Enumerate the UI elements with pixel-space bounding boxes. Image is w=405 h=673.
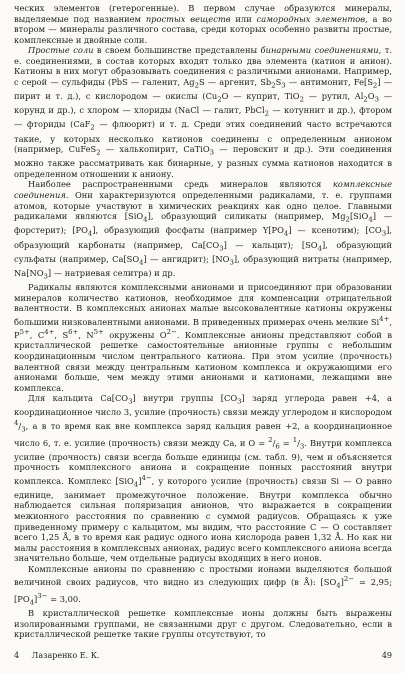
paragraph: ческих элементов (гетерогенные). В первом случае образуются минералы, выделяемые под названием простых веществ или самородных элементов, а во втором — минералы различного состава, среди которых особенно развиты простые, комплексные и двойные соли.: [14, 3, 392, 45]
paragraph: Для кальцита $Ca[CO_3]$ внутри группы $[CO_3]$ заряд углерода равен +4, а координационное число 3, усилие (прочность) связи между углеродом и кислородом $^4/_3$, а в то время как вне комплекса заряд кальция равен +2, а координационное число 6, т. е. усилие (прочность) связи между Ca, и $O = ^2/_6 = ^1/_3$. Внутри комплекса усилие (прочность) связи всегда больше единицы (см. табл. 9), чем и объясняется прочность комплексного аниона и сокращение понных расстояний внутри комплекса. Комплекс $[SiO_4]^{4-}$, у которого усилие (прочность) связи Si — O равно единице, занимает промежуточное положение. Внутри комплекса обычно наблюдается сильная поляризация анионов, что выражается в сокращении межионного расстояния по сравнению с суммой радиусов. Обращаясь к уже приведенному примеру с кальцитом, мы видим, что расстояние C — O составляет всего 1,25 Å, в то время как радиус одного иона кислорода равен 1,32 Å. Но как ни малы расстояния в комплексных анионах, радиус всего комплексного аниона всегда значительно больше, чем отдельные радиусы входящих в него ионов.: [14, 393, 392, 564]
paragraph: Радикалы являются комплексными анионами и присоединяют при образовании минералов количество катионов, необходимое для компенсации отрицательной валентности. В комплексных анионах малые высоковалентные катионы окружены большими низковалентными анионами. В приведенных примерах очень мелкие $Si^{4+}$, $P^{5+}$, $C^{4+}$, $S^{6+}$, $N^{5+}$ окружены $O^{2-}$. Комплексные анионы представляют собой в кристаллической решетке самостоятельные анионные группы с небольшим координационным числом центрального катиона. При этом усилие (прочность) валентной связи между центральным катионом комплекса и окружающими его анионами больше, чем между этими анионами и катионами, лежащими вне комплекса.: [14, 282, 392, 393]
body-text: [14, 3, 392, 640]
page-footer: [14, 651, 392, 660]
signature-mark: 4: [14, 651, 20, 660]
paragraph: Простые соли в своем большинстве представлены бинарными соединениями, т. е. соединениями, в состав которых входят только два элемента (катион и анион). Катионы в них могут образовывать соединения с различными анионами. Например, с серой — сульфиды (PbS — галенит, $Ag_2S$ — аргенит, $Sb_2S_3$ — антимонит, $Fe[S_2]$ — пирит и т. д.), с кислородом — окислы ($Cu_2O$ — куприт, TiO$_2$ — рутил, $Al_2O_3$ — корунд и др.), с хлором — хлориды (NaCl — галит, PbCl$_2$ — котуннит и др.), фтором — фториды (CaF$_2$ — флюорит) и т. д. Среди этих соединений часто встречаются такие, у которых несколько катионов соединены с определенным анионом (например, CuFeS$_2$ — халькопирит, CaTiO$_3$ — перовскит и др.). Эти соединения можно также рассматривать как бинарные, у разных сумма катионов находится в определенном отношении к аниону.: [14, 45, 393, 179]
paragraph: Комплексные анионы по сравнению с простыми ионами выделяются большой величиной своих радиусов, что видно из следующих цифр (в Å): $[SO_4]^{2-} = 2,95$; $[PO_4]^{3-} = 3,00$.: [14, 563, 392, 607]
paragraph: Наиболее распространенными средь минералов являются комплексные соединения. Они характеризуются определенными радикалами, т. е. группами атомов, которые участвуют в химических реакциях как одно целое. Главными радикалами являются [SiO$_4$], образующий силикаты (например, $Mg_2[SiO_4]$ — форстерит); $[PO_4]$, образующий фосфаты (например $Y[PO_4]$ — ксенотим); $[CO_3]$, образующий карбонаты (например, $Ca[CO_3]$ — кальцит); $[SO_4]$, образующий сульфаты (например, $Ca[SO_4]$ — ангидрит); $[NO_3]$, образующий нитраты (например, $Na[NO_3]$ — натриевая селитра) и др.: [14, 179, 393, 281]
paragraph: В кристаллической решетке комплексные ионы должны быть выражены изолированными группами, не связанными друг с другом. Следовательно, если в кристаллической решетке такие группы отсутствуют, то: [14, 608, 392, 640]
author-name: Лазаренко Е. К.: [31, 651, 100, 660]
page-number: 49: [381, 651, 392, 660]
